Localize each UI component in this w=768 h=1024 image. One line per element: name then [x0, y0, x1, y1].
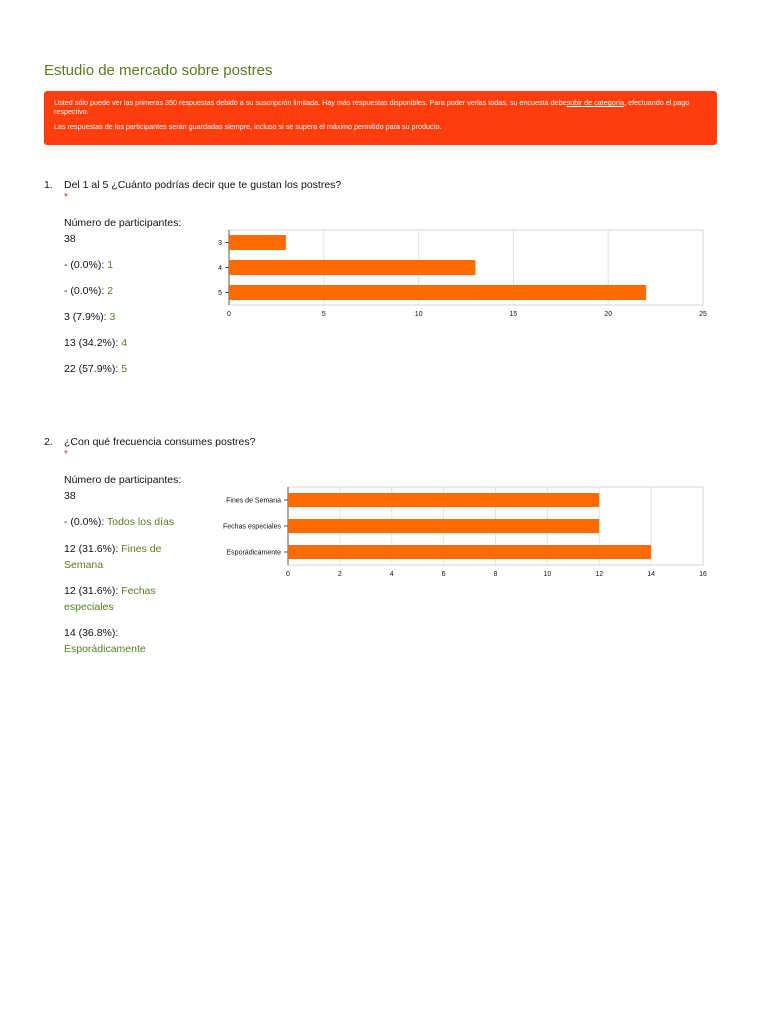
- x-tick-label: 20: [604, 311, 613, 318]
- stat-count: 12 (31.6%):: [64, 585, 119, 597]
- x-tick-label: 2: [337, 571, 342, 578]
- participants-label: Número de participantes:: [64, 217, 182, 229]
- chart-q1: [200, 225, 720, 325]
- bar: [288, 545, 651, 559]
- participants-label: Número de participantes:: [64, 474, 182, 486]
- x-tick-label: 6: [441, 571, 446, 578]
- stat-label: Esporádicamente: [64, 643, 146, 655]
- question-number: 1.: [44, 179, 53, 191]
- stat-label: Todos los días: [107, 516, 175, 528]
- stat-row: [64, 625, 182, 657]
- stat-label: 3: [109, 311, 116, 323]
- page-title: Estudio de mercado sobre postres: [44, 62, 273, 79]
- stat-count: 13 (34.2%):: [64, 337, 119, 349]
- required-mark: *: [64, 192, 68, 203]
- bar: [229, 235, 286, 250]
- stat-row: [64, 541, 182, 573]
- participants-count: 38: [64, 233, 76, 245]
- subscription-alert: [44, 91, 717, 145]
- stat-count: 3 (7.9%):: [64, 311, 107, 323]
- question-number: 2.: [44, 436, 53, 448]
- bar: [229, 285, 646, 300]
- stat-label: 2: [107, 285, 114, 297]
- category-label: Esporádicamente: [226, 549, 281, 557]
- alert-text-end: , efectuando el pago respectivo.: [54, 98, 690, 116]
- alert-line-2: Las respuestas de los participantes serán guardadas siempre, incluso si se supera el máximo permitido para su producto.: [54, 122, 442, 132]
- stat-label: Fines de Semana: [64, 543, 162, 571]
- stat-count: 14 (36.8%):: [64, 627, 119, 639]
- category-label: Fechas especiales: [223, 523, 281, 531]
- stat-row: [64, 583, 182, 615]
- bar-chart-q2: [200, 482, 720, 582]
- stat-label: 1: [107, 259, 114, 271]
- x-tick-label: 0: [286, 571, 290, 578]
- bar: [288, 493, 599, 507]
- upgrade-link[interactable]: subir de categoría: [566, 98, 625, 107]
- stat-row: [64, 335, 127, 351]
- stat-label: 5: [121, 363, 128, 375]
- chart-q2: [200, 482, 720, 582]
- category-label: 3: [218, 240, 222, 247]
- x-tick-label: 15: [509, 311, 518, 318]
- participants: [64, 472, 181, 504]
- x-tick-label: 10: [414, 311, 423, 318]
- x-tick-label: 8: [493, 571, 498, 578]
- stat-row: [64, 309, 115, 325]
- category-label: 4: [218, 265, 222, 272]
- question-text: ¿Con qué frecuencia consumes postres?: [64, 436, 256, 448]
- stat-row: [64, 283, 113, 299]
- alert-text: Usted sólo puede ver las primeras 350 respuestas debido a su suscripción limitada. Hay más respuestas disponibles. Para poder verlas todas, su encuesta debe: [54, 98, 567, 107]
- x-tick-label: 4: [389, 571, 394, 578]
- bar: [229, 260, 475, 275]
- participants: [64, 215, 181, 247]
- x-tick-label: 10: [543, 571, 552, 578]
- stat-count: 22 (57.9%):: [64, 363, 119, 375]
- stat-count: - (0.0%):: [64, 516, 105, 528]
- x-tick-label: 16: [699, 571, 707, 578]
- x-tick-label: 5: [321, 311, 326, 318]
- stat-count: - (0.0%):: [64, 259, 105, 271]
- x-tick-label: 25: [699, 311, 707, 318]
- category-label: Fines de Semana: [226, 497, 281, 505]
- stat-row: [64, 514, 174, 530]
- x-tick-label: 0: [227, 311, 231, 318]
- bar: [288, 519, 599, 533]
- stat-label: Fechas especiales: [64, 585, 156, 613]
- alert-line-1: [54, 99, 707, 116]
- x-tick-label: 14: [647, 571, 656, 578]
- required-mark: *: [64, 449, 68, 460]
- stat-count: - (0.0%):: [64, 285, 105, 297]
- category-label: 5: [218, 290, 222, 297]
- participants-count: 38: [64, 490, 76, 502]
- question-text: Del 1 al 5 ¿Cuánto podrías decir que te gustan los postres?: [64, 179, 342, 191]
- stat-row: [64, 361, 127, 377]
- stat-label: 4: [121, 337, 128, 349]
- stat-count: 12 (31.6%):: [64, 543, 119, 555]
- x-tick-label: 12: [595, 571, 604, 578]
- bar-chart-q1: [200, 225, 720, 325]
- stat-row: [64, 257, 113, 273]
